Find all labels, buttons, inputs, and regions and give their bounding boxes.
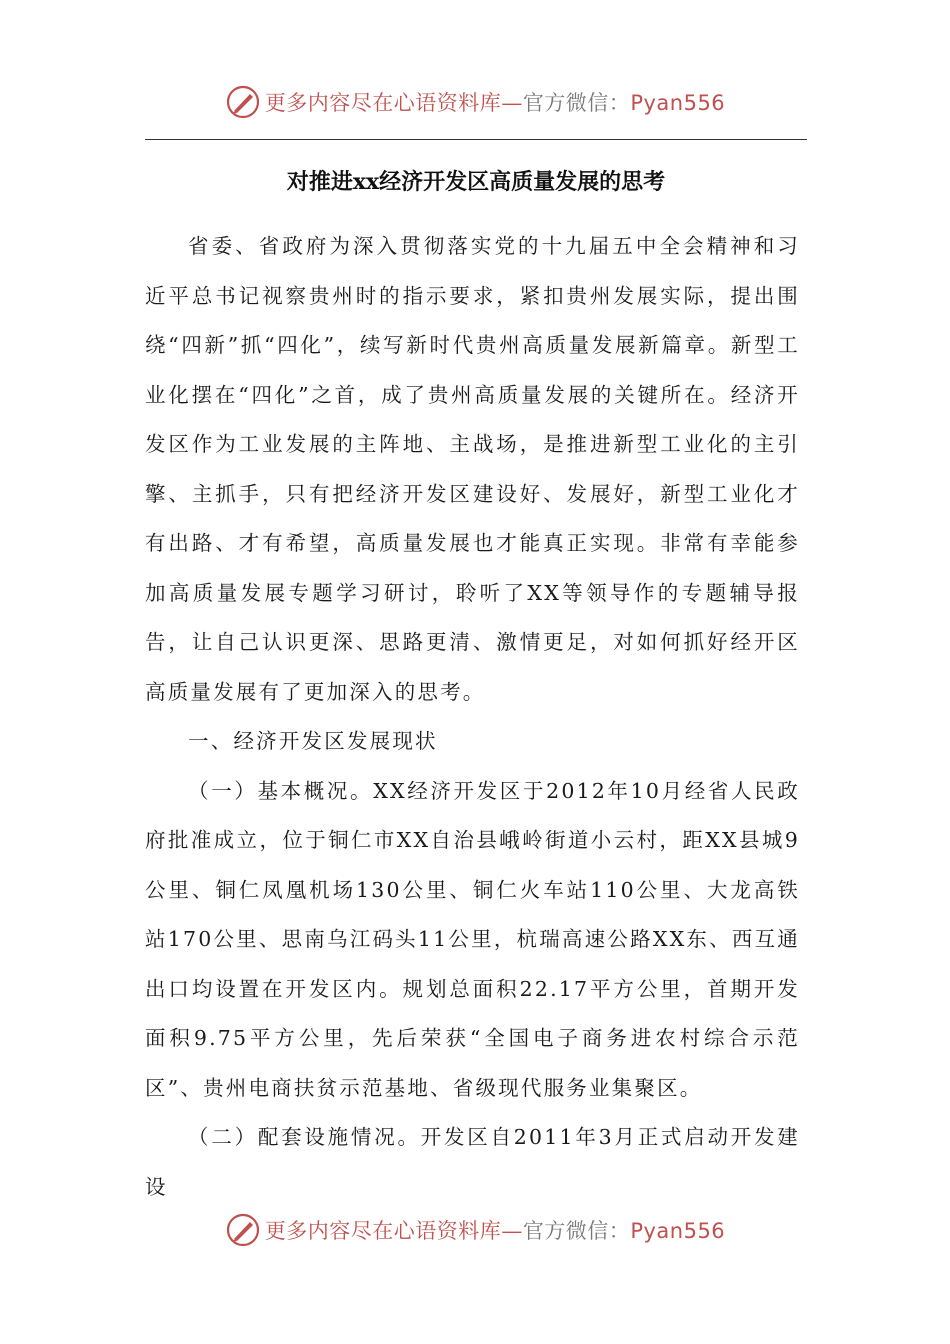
header-banner: [0, 82, 950, 122]
banner-wechat-id: Pyan556: [630, 1219, 726, 1243]
quill-pen-logo-icon: [225, 1212, 261, 1248]
quill-pen-logo-icon: [225, 84, 261, 120]
body-paragraph: （二）配套设施情况。开发区自2011年3月正式启动开发建设: [145, 1125, 800, 1199]
banner-separator: —: [501, 1219, 523, 1243]
document-title: 对推进xx经济开发区高质量发展的思考: [286, 169, 666, 195]
banner-wechat-label: 官方微信：: [522, 91, 631, 115]
banner-text: [265, 87, 725, 117]
banner-wechat-id: Pyan556: [630, 91, 726, 115]
body-paragraph: （一）基本概况。XX经济开发区于2012年10月经省人民政府批准成立，位于铜仁市XX自治县峨岭街道小云村，距XX县城9公里、铜仁凤凰机场130公里、铜仁火车站110公里、大龙高铁站170公里、思南乌江码头11公里，杭瑞高速公路XX东、西互通出口均设置在开发区内。规划总面积22.17平方公里，首期开发面积9.75平方公里，先后荣获“全国电子商务进农村综合示范区”、贵州电商扶贫示范基地、省级现代服务业集聚区。: [145, 778, 800, 1100]
section-heading: 一、经济开发区发展现状: [188, 729, 438, 753]
document-body: [145, 222, 800, 1212]
footer-banner: [0, 1210, 950, 1250]
intro-paragraph: 省委、省政府为深入贯彻落实党的十九届五中全会精神和习近平总书记视察贵州时的指示要求，紧扣贵州发展实际，提出围绕“四新”抓“四化”，续写新时代贵州高质量发展新篇章。新型工业化摆在“四化”之首，成了贵州高质量发展的关键所在。经济开发区作为工业发展的主阵地、主战场，是推进新型工业化的主引擎、主抓手，只有把经济开发区建设好、发展好，新型工业化才有出路、才有希望，高质量发展也才能真正实现。非常有幸能参加高质量发展专题学习研讨，聆听了XX等领导作的专题辅导报告，让自己认识更深、思路更清、激情更足，对如何抓好经开区高质量发展有了更加深入的思考。: [145, 234, 800, 704]
banner-text: [265, 1215, 725, 1245]
banner-site-text: 更多内容尽在心语资料库: [264, 1219, 502, 1243]
banner-site-text: 更多内容尽在心语资料库: [264, 91, 502, 115]
banner-separator: —: [501, 91, 523, 115]
header-divider: [145, 139, 807, 140]
banner-wechat-label: 官方微信：: [522, 1219, 631, 1243]
